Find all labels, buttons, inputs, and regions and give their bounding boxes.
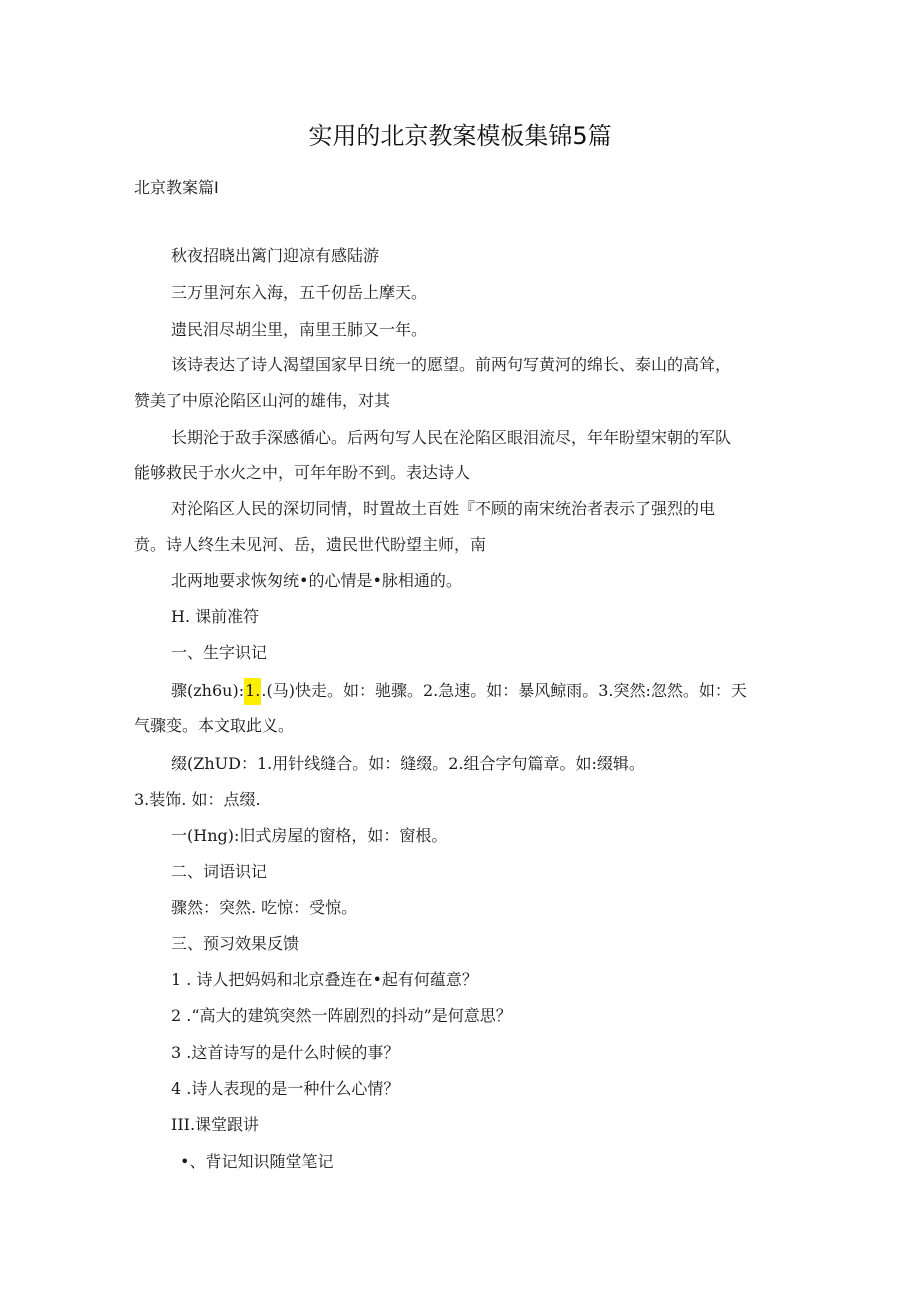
page-title: 实用的北京教案模板集锦5篇 <box>308 122 612 150</box>
analysis-line: 长期沦于敌手深感循心。后两句写人民在沦陷区眼泪流尽，年年盼望宋朝的军队 <box>171 428 732 447</box>
analysis-line: 对沦陷区人民的深切同情，时置故土百姓『不顾的南宋统治者表示了强烈的电 <box>171 499 716 518</box>
analysis-line: 贲。诗人终生未见河、岳，遗民世代盼望主师，南 <box>134 535 487 554</box>
char-entry-ling: 一(Hng):旧式房屋的窗格，如：窗根。 <box>171 826 448 845</box>
char-zhou-head: 骤(zh6u): <box>171 681 245 700</box>
char-zhou-definition: .(马)快走。如：驰骤。2.急速。如：暴风鲸雨。3.突然:忽然。如：天 <box>261 681 747 700</box>
class-subheading: •、背记知识随堂笔记 <box>180 1152 334 1171</box>
poem-line-2: 遗民泪尽胡尘里，南里王肺又一年。 <box>171 320 428 339</box>
prep-heading: H. 课前准符 <box>171 607 260 626</box>
poem-line-1: 三万里河东入海，五千仞岳上摩天。 <box>171 283 428 302</box>
analysis-line: 能够救民于水火之中，可年年盼不到。表达诗人 <box>134 463 471 482</box>
vocabulary-entry: 骤然：突然. 吃惊：受惊。 <box>171 898 358 917</box>
vocabulary-heading: 二、词语识记 <box>171 862 268 881</box>
poem-title: 秋夜招晓出篱门迎凉有感陆游 <box>171 246 380 265</box>
new-characters-heading: 一、生字识记 <box>171 643 268 662</box>
class-heading: III.课堂跟讲 <box>171 1115 260 1134</box>
highlight-mark: 1. <box>244 678 261 705</box>
char-zhou-continued: 气骤变。本文取此义。 <box>134 716 295 735</box>
analysis-line: 北两地要求恢匆统•的心情是•脉相通的。 <box>171 571 462 590</box>
char-zhui-continued: 3.装饰. 如：点缀. <box>134 790 261 809</box>
section-heading: 北京教案篇I <box>134 178 219 197</box>
feedback-heading: 三、预习效果反馈 <box>171 934 300 953</box>
question-1: 1 . 诗人把妈妈和北京叠连在•起有何蕴意？ <box>171 970 478 989</box>
char-entry-zhou <box>171 681 747 701</box>
question-2: 2 .“高大的建筑突然一阵剧烈的抖动”是何意思？ <box>171 1006 512 1025</box>
analysis-line: 赞美了中原沦陷区山河的雄伟，对其 <box>134 391 391 410</box>
question-3: 3 .这首诗写的是什么时候的事？ <box>171 1043 400 1062</box>
analysis-line: 该诗表达了诗人渴望国家早日统一的愿望。前两句写黄河的绵长、泰山的高耸， <box>171 355 732 374</box>
question-4: 4 .诗人表现的是一种什么心情？ <box>171 1079 400 1098</box>
char-entry-zhui: 缀(ZhUD：1.用针线缝合。如：缝缀。2.组合字句篇章。如:缀辑。 <box>171 754 645 773</box>
